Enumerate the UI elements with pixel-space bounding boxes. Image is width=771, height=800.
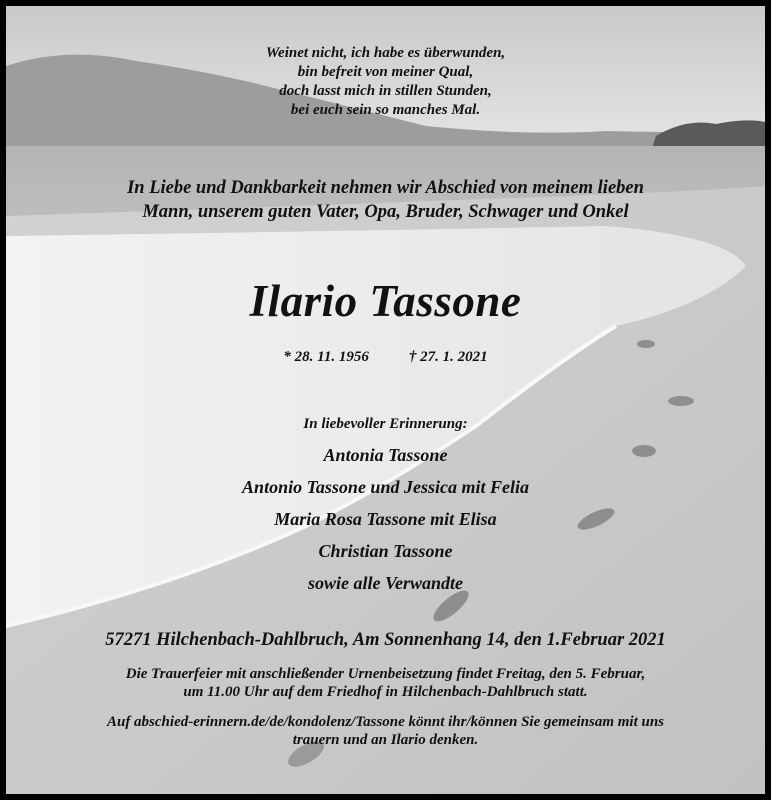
condolence-line: Auf abschied-erinnern.de/de/kondolenz/Tassone könnt ihr/können Sie gemeinsam mit uns xyxy=(106,714,665,730)
ceremony-info xyxy=(6,665,765,701)
poem-line: doch lasst mich in stillen Stunden, xyxy=(279,83,492,99)
life-dates xyxy=(6,347,765,367)
family-member: Antonio Tassone und Jessica mit Felia xyxy=(242,477,529,497)
family-member: Christian Tassone xyxy=(318,541,453,561)
condolence-line: trauern und an Ilario denken. xyxy=(292,732,479,748)
memory-label: In liebevoller Erinnerung: xyxy=(303,416,468,432)
ceremony-line: Die Trauerfeier mit anschließender Urnenbeisetzung findet Freitag, den 5. Februar, xyxy=(125,666,646,682)
family-member: Antonia Tassone xyxy=(323,445,448,465)
family-member: Maria Rosa Tassone mit Elisa xyxy=(274,509,497,529)
intro-line: Mann, unserem guten Vater, Opa, Bruder, Schwager und Onkel xyxy=(142,202,629,222)
family-member: sowie alle Verwandte xyxy=(307,573,463,593)
poem-line: bei euch sein so manches Mal. xyxy=(290,102,481,118)
address-line: 57271 Hilchenbach-Dahlbruch, Am Sonnenhang 14, den 1.Februar 2021 xyxy=(105,630,666,650)
condolence-info xyxy=(6,713,765,749)
deceased-name: Ilario Tassone xyxy=(249,276,522,326)
intro-text xyxy=(6,176,765,224)
intro-line: In Liebe und Dankbarkeit nehmen wir Abschied von meinem lieben xyxy=(127,178,644,198)
poem xyxy=(6,44,765,120)
death-date: † 27. 1. 2021 xyxy=(408,349,488,365)
poem-line: bin befreit von meiner Qual, xyxy=(297,64,474,80)
ceremony-line: um 11.00 Uhr auf dem Friedhof in Hilchenbach-Dahlbruch statt. xyxy=(183,684,588,700)
poem-line: Weinet nicht, ich habe es überwunden, xyxy=(265,45,506,61)
birth-date: * 28. 11. 1956 xyxy=(283,349,369,365)
notice-text xyxy=(6,6,765,794)
